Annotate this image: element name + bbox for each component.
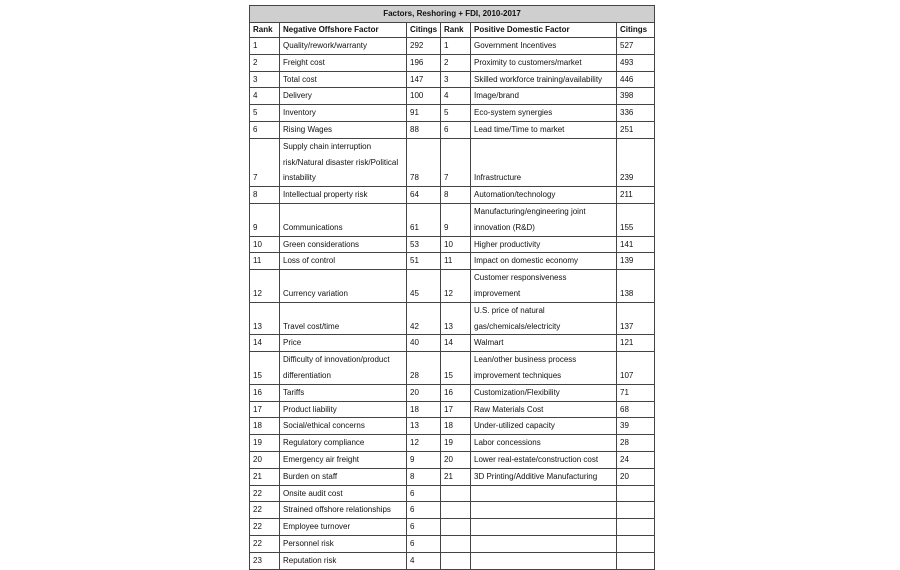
- cell-rank-negative: 11: [250, 253, 280, 270]
- cell-rank-positive: 10: [441, 236, 471, 253]
- cell-citings-positive: 138: [617, 270, 655, 303]
- table-row: [250, 121, 655, 138]
- cell-citings-negative: 51: [407, 253, 441, 270]
- cell-citings-positive: [617, 519, 655, 536]
- table-row: [250, 335, 655, 352]
- cell-citings-positive: 239: [617, 138, 655, 186]
- cell-positive-factor: Automation/technology: [471, 187, 617, 204]
- cell-positive-factor: [471, 485, 617, 502]
- cell-citings-positive: 155: [617, 203, 655, 236]
- header-rank-negative: Rank: [250, 23, 280, 38]
- table-row: [250, 270, 655, 303]
- cell-rank-positive: 17: [441, 401, 471, 418]
- table-row: [250, 138, 655, 186]
- cell-positive-factor: Infrastructure: [471, 138, 617, 186]
- cell-rank-positive: 4: [441, 88, 471, 105]
- cell-rank-negative: 20: [250, 451, 280, 468]
- cell-rank-negative: 12: [250, 270, 280, 303]
- cell-citings-negative: 78: [407, 138, 441, 186]
- cell-negative-factor: Reputation risk: [280, 552, 407, 569]
- cell-rank-negative: 22: [250, 502, 280, 519]
- cell-rank-negative: 18: [250, 418, 280, 435]
- cell-rank-positive: 13: [441, 302, 471, 335]
- cell-citings-positive: [617, 485, 655, 502]
- cell-citings-positive: 139: [617, 253, 655, 270]
- cell-citings-positive: 336: [617, 105, 655, 122]
- cell-negative-factor: Communications: [280, 203, 407, 236]
- cell-positive-factor: Proximity to customers/market: [471, 54, 617, 71]
- cell-negative-factor: Green considerations: [280, 236, 407, 253]
- cell-negative-factor: Emergency air freight: [280, 451, 407, 468]
- cell-citings-positive: [617, 502, 655, 519]
- cell-citings-negative: 6: [407, 519, 441, 536]
- cell-rank-negative: 22: [250, 519, 280, 536]
- cell-positive-factor: U.S. price of natural gas/chemicals/electricity: [471, 302, 617, 335]
- cell-negative-factor: Total cost: [280, 71, 407, 88]
- cell-negative-factor: Travel cost/time: [280, 302, 407, 335]
- header-negative-factor: Negative Offshore Factor: [280, 23, 407, 38]
- cell-citings-negative: 18: [407, 401, 441, 418]
- table-row: [250, 401, 655, 418]
- cell-positive-factor: Labor concessions: [471, 435, 617, 452]
- table-row: [250, 384, 655, 401]
- cell-rank-negative: 2: [250, 54, 280, 71]
- cell-rank-negative: 19: [250, 435, 280, 452]
- table-row: [250, 54, 655, 71]
- cell-citings-positive: 28: [617, 435, 655, 452]
- cell-rank-positive: 14: [441, 335, 471, 352]
- cell-citings-positive: 141: [617, 236, 655, 253]
- cell-citings-negative: 4: [407, 552, 441, 569]
- cell-negative-factor: Regulatory compliance: [280, 435, 407, 452]
- table-row: [250, 236, 655, 253]
- cell-negative-factor: Price: [280, 335, 407, 352]
- cell-positive-factor: Government Incentives: [471, 38, 617, 55]
- cell-negative-factor: Supply chain interruption risk/Natural disaster risk/Political instability: [280, 138, 407, 186]
- cell-citings-positive: 137: [617, 302, 655, 335]
- cell-rank-positive: 3: [441, 71, 471, 88]
- cell-negative-factor: Freight cost: [280, 54, 407, 71]
- cell-rank-negative: 14: [250, 335, 280, 352]
- cell-negative-factor: Delivery: [280, 88, 407, 105]
- table-row: [250, 468, 655, 485]
- cell-positive-factor: Raw Materials Cost: [471, 401, 617, 418]
- cell-rank-positive: [441, 519, 471, 536]
- cell-positive-factor: Lower real-estate/construction cost: [471, 451, 617, 468]
- cell-positive-factor: Lean/other business process improvement techniques: [471, 352, 617, 385]
- cell-negative-factor: Strained offshore relationships: [280, 502, 407, 519]
- cell-citings-positive: 493: [617, 54, 655, 71]
- cell-negative-factor: Burden on staff: [280, 468, 407, 485]
- cell-rank-positive: 11: [441, 253, 471, 270]
- cell-rank-negative: 4: [250, 88, 280, 105]
- cell-citings-positive: [617, 552, 655, 569]
- table-row: [250, 519, 655, 536]
- cell-citings-negative: 28: [407, 352, 441, 385]
- cell-citings-positive: 211: [617, 187, 655, 204]
- cell-positive-factor: [471, 502, 617, 519]
- cell-rank-positive: 16: [441, 384, 471, 401]
- cell-citings-negative: 45: [407, 270, 441, 303]
- cell-citings-negative: 6: [407, 485, 441, 502]
- cell-rank-negative: 10: [250, 236, 280, 253]
- cell-citings-negative: 91: [407, 105, 441, 122]
- cell-negative-factor: Product liability: [280, 401, 407, 418]
- cell-negative-factor: Inventory: [280, 105, 407, 122]
- cell-rank-negative: 8: [250, 187, 280, 204]
- header-rank-positive: Rank: [441, 23, 471, 38]
- cell-positive-factor: [471, 552, 617, 569]
- cell-citings-positive: 398: [617, 88, 655, 105]
- cell-rank-negative: 3: [250, 71, 280, 88]
- cell-rank-positive: 9: [441, 203, 471, 236]
- cell-rank-negative: 13: [250, 302, 280, 335]
- cell-positive-factor: Lead time/Time to market: [471, 121, 617, 138]
- header-positive-factor: Positive Domestic Factor: [471, 23, 617, 38]
- cell-citings-negative: 88: [407, 121, 441, 138]
- factors-table: [249, 5, 655, 570]
- cell-citings-negative: 40: [407, 335, 441, 352]
- cell-negative-factor: Tariffs: [280, 384, 407, 401]
- cell-positive-factor: Walmart: [471, 335, 617, 352]
- cell-positive-factor: Under-utilized capacity: [471, 418, 617, 435]
- cell-rank-positive: 20: [441, 451, 471, 468]
- cell-rank-negative: 15: [250, 352, 280, 385]
- cell-positive-factor: Customization/Flexibility: [471, 384, 617, 401]
- cell-rank-negative: 5: [250, 105, 280, 122]
- cell-rank-positive: [441, 502, 471, 519]
- cell-positive-factor: Manufacturing/engineering joint innovation (R&D): [471, 203, 617, 236]
- cell-rank-negative: 22: [250, 485, 280, 502]
- cell-positive-factor: Eco-system synergies: [471, 105, 617, 122]
- table-body: [250, 38, 655, 570]
- cell-citings-negative: 12: [407, 435, 441, 452]
- header-citings-negative: Citings: [407, 23, 441, 38]
- cell-rank-positive: 19: [441, 435, 471, 452]
- cell-citings-negative: 61: [407, 203, 441, 236]
- table-row: [250, 88, 655, 105]
- cell-rank-negative: 21: [250, 468, 280, 485]
- table-row: [250, 485, 655, 502]
- cell-negative-factor: Social/ethical concerns: [280, 418, 407, 435]
- cell-citings-negative: 9: [407, 451, 441, 468]
- cell-citings-positive: 121: [617, 335, 655, 352]
- table-row: [250, 418, 655, 435]
- table-row: [250, 253, 655, 270]
- cell-citings-positive: 68: [617, 401, 655, 418]
- cell-negative-factor: Personnel risk: [280, 535, 407, 552]
- cell-citings-negative: 6: [407, 535, 441, 552]
- cell-rank-negative: 9: [250, 203, 280, 236]
- cell-citings-negative: 6: [407, 502, 441, 519]
- table-row: [250, 71, 655, 88]
- cell-citings-negative: 64: [407, 187, 441, 204]
- header-citings-positive: Citings: [617, 23, 655, 38]
- cell-negative-factor: Difficulty of innovation/product differentiation: [280, 352, 407, 385]
- cell-rank-positive: 18: [441, 418, 471, 435]
- cell-rank-positive: 15: [441, 352, 471, 385]
- cell-rank-negative: 1: [250, 38, 280, 55]
- cell-positive-factor: [471, 519, 617, 536]
- cell-positive-factor: 3D Printing/Additive Manufacturing: [471, 468, 617, 485]
- table-title: Factors, Reshoring + FDI, 2010-2017: [250, 6, 655, 23]
- cell-citings-negative: 8: [407, 468, 441, 485]
- cell-citings-positive: 39: [617, 418, 655, 435]
- cell-rank-positive: 12: [441, 270, 471, 303]
- cell-rank-positive: [441, 552, 471, 569]
- cell-rank-positive: 1: [441, 38, 471, 55]
- cell-rank-negative: 6: [250, 121, 280, 138]
- cell-negative-factor: Quality/rework/warranty: [280, 38, 407, 55]
- cell-citings-negative: 100: [407, 88, 441, 105]
- cell-rank-negative: 17: [250, 401, 280, 418]
- table-row: [250, 203, 655, 236]
- cell-positive-factor: Image/brand: [471, 88, 617, 105]
- cell-rank-positive: 6: [441, 121, 471, 138]
- cell-negative-factor: Currency variation: [280, 270, 407, 303]
- cell-citings-negative: 147: [407, 71, 441, 88]
- cell-positive-factor: Impact on domestic economy: [471, 253, 617, 270]
- cell-citings-negative: 20: [407, 384, 441, 401]
- cell-citings-negative: 196: [407, 54, 441, 71]
- cell-positive-factor: Higher productivity: [471, 236, 617, 253]
- cell-negative-factor: Rising Wages: [280, 121, 407, 138]
- header-row: [250, 23, 655, 38]
- cell-citings-positive: 251: [617, 121, 655, 138]
- cell-negative-factor: Onsite audit cost: [280, 485, 407, 502]
- cell-rank-positive: 8: [441, 187, 471, 204]
- table-row: [250, 187, 655, 204]
- table-row: [250, 352, 655, 385]
- cell-citings-positive: 20: [617, 468, 655, 485]
- cell-rank-positive: 5: [441, 105, 471, 122]
- cell-negative-factor: Loss of control: [280, 253, 407, 270]
- table-row: [250, 502, 655, 519]
- table-row: [250, 302, 655, 335]
- cell-rank-negative: 23: [250, 552, 280, 569]
- cell-rank-positive: 21: [441, 468, 471, 485]
- cell-citings-negative: 53: [407, 236, 441, 253]
- cell-citings-negative: 292: [407, 38, 441, 55]
- cell-rank-positive: [441, 485, 471, 502]
- cell-citings-negative: 13: [407, 418, 441, 435]
- table-row: [250, 435, 655, 452]
- cell-citings-negative: 42: [407, 302, 441, 335]
- cell-rank-negative: 16: [250, 384, 280, 401]
- cell-positive-factor: Skilled workforce training/availability: [471, 71, 617, 88]
- table-row: [250, 552, 655, 569]
- cell-citings-positive: 527: [617, 38, 655, 55]
- cell-citings-positive: 446: [617, 71, 655, 88]
- cell-citings-positive: 24: [617, 451, 655, 468]
- cell-positive-factor: Customer responsiveness improvement: [471, 270, 617, 303]
- cell-negative-factor: Intellectual property risk: [280, 187, 407, 204]
- cell-rank-positive: 2: [441, 54, 471, 71]
- table-row: [250, 105, 655, 122]
- cell-negative-factor: Employee turnover: [280, 519, 407, 536]
- cell-rank-negative: 22: [250, 535, 280, 552]
- table-row: [250, 38, 655, 55]
- cell-rank-negative: 7: [250, 138, 280, 186]
- cell-rank-positive: 7: [441, 138, 471, 186]
- cell-citings-positive: 71: [617, 384, 655, 401]
- table-row: [250, 451, 655, 468]
- cell-citings-positive: 107: [617, 352, 655, 385]
